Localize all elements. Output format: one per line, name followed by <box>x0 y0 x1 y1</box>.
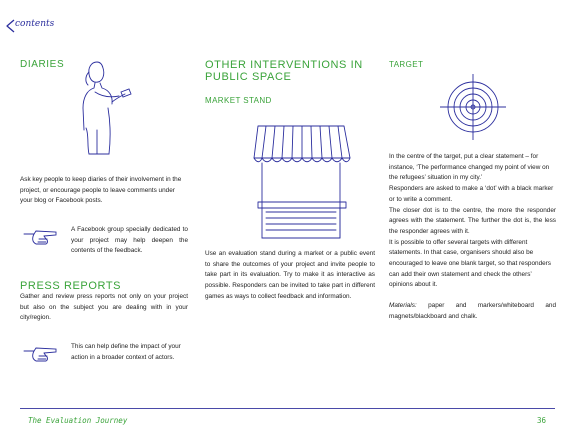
market-stand-heading: MARKET STAND <box>205 96 272 105</box>
target-heading: TARGET <box>389 60 424 69</box>
market-stand-text: Use an evaluation stand during a market or a public event to share the outcomes of your project and invite people to take part in its evaluation. Try to make it as interactive as possible. Responders can be invited to take part in different games as ways to collect feedback and information. <box>205 250 375 300</box>
diaries-text: Ask key people to keep diaries of their involvement in the project, or encourage people to leave comments under your blog or Facebook posts. <box>20 176 182 205</box>
footer-title: The Evaluation Journey <box>28 416 128 425</box>
interventions-heading: OTHER INTERVENTIONS IN PUBLIC SPACE <box>205 59 363 83</box>
materials-label: Materials: <box>389 302 417 310</box>
materials-line <box>389 301 556 322</box>
target-text <box>389 152 556 323</box>
page-number: 36 <box>537 416 547 425</box>
diaries-heading: DIARIES <box>20 59 65 70</box>
footer-rule <box>20 408 555 409</box>
press-reports-heading: PRESS REPORTS <box>20 280 122 292</box>
diaries-tip: A Facebook group specially dedicated to your project may help deepen the contents of the feedback. <box>71 226 188 255</box>
press-reports-tip: This can help define the impact of your action in a broader context of actors. <box>71 343 181 361</box>
target-paragraph-2: Responders are asked to make a ‘dot’ with a black marker or to write a comment. <box>389 185 554 203</box>
target-paragraph-3: The closer dot is to the centre, the more the responder agrees with the statement. The further the dot is, the less the responder agrees with it. <box>389 206 556 235</box>
target-icon <box>438 72 508 142</box>
materials-text: paper and markers/whiteboard and magnets/blackboard and chalk. <box>389 302 556 320</box>
pointing-hand-icon <box>22 228 58 246</box>
market-stand-illustration <box>248 118 358 248</box>
contents-link[interactable] <box>5 18 55 34</box>
woman-writing-illustration <box>75 58 135 158</box>
target-paragraph-4: It is possible to offer several targets with different statements. In that case, organisers should also be encouraged to leave one blank target, so that responders can add their own statement and check the others’ opinions about it. <box>389 238 552 289</box>
target-paragraph-1: In the centre of the target, put a clear statement – for instance, ‘The performance changed my point of view on the refugees’ situation in my city.’ <box>389 153 550 182</box>
pointing-hand-icon <box>22 345 58 363</box>
press-reports-text: Gather and review press reports not only on your project but also on the subject you are dealing with in your city/region. <box>20 293 188 322</box>
contents-label: contents <box>15 19 55 29</box>
